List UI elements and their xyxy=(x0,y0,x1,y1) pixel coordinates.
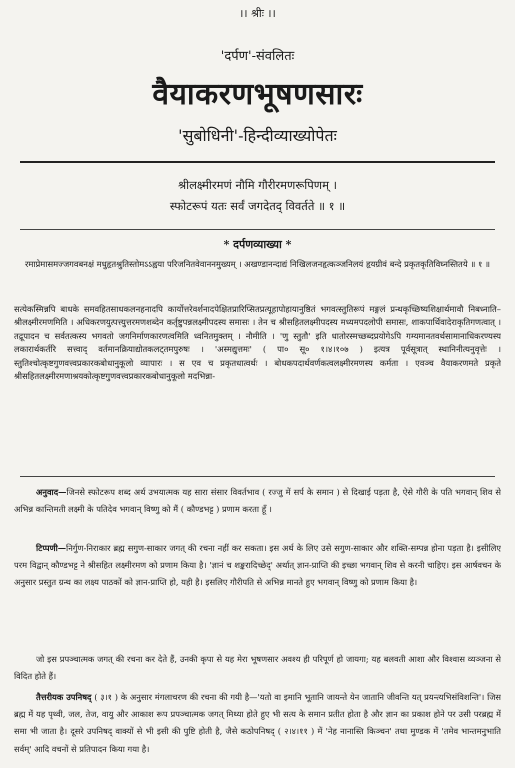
taittiriya-text: ( ३।१ ) के अनुसार मंगलाचरण की रचना की गयी है—'यतो वा इमानि भूतानि जायन्ते येन जातानि जीवन्ति यत् प्रयन्त्यभिसंविशन्ति'। जिस ब्रह्म में यह पृथ्वी, जल, तेज, वायु और आकाश रूप प्रपञ्चात्मक जगत् मिथ्या होते हुए भी सत्य के समान प्रतीत होता है और ज्ञान का प्रकाश होने पर उसी परब्रह्म में समा भी जाता है। दूसरे उपनिषद् वाक्यों से भी इसी की पुष्टि होती है, जैसे कठोपनिषद् ( २।४।११ ) में 'नेह नानास्ति किञ्चन' तथा मुण्डक में 'तमेव भान्तमनुभाति सर्वम्' आदि वचनों से प्रतिपादन किया गया है। xyxy=(14,692,501,754)
verse-rule xyxy=(20,229,495,230)
invocation-shri: ।। श्रीः ।। xyxy=(239,7,276,20)
book-title: वैयाकरणभूषणसारः xyxy=(152,77,363,112)
hindi-commentary-credit: 'सुबोधिनी'-हिन्दीव्याख्योपेतः xyxy=(178,126,337,145)
verse-line-2: स्फोटरूपं यतः सर्वं जगदेतद् विवर्तते ॥ १ ॥ xyxy=(169,199,346,213)
mangala-verse: रमाप्रेमासमज्जगवबनक्षं मधुहृतश्रुतिस्तोमऽऽह्वया परिजनितवेवाननमुख्यम् । अखण्डानन्दाद्यं निखिलजनहृत्कञ्जनिलयं हृयग्रीवं बन्दे प्रकृतकृतिविघ्नस्तितये ॥ १ ॥ xyxy=(24,259,491,269)
tippani-paragraph xyxy=(14,540,501,648)
anuvad-paragraph xyxy=(14,484,501,537)
sanskrit-commentary: सत्येकस्मिन्नपि बाधके समवहितसाधकलनहनादपि कार्योत्तरेवर्शनादपेक्षितप्रारिप्सितप्रत्यूहापोहायानुष्ठितं भगवत्स्तुतिरूपं मङ्गलं प्रन्थकृच्छिष्यशिक्षार्थमावौ निबध्नाति–श्रीलक्ष्मीरमणमिति । अधिकरणयुत्पत्त्युत्तरमणशब्देन कर्तृष्टुपन्नलक्ष्मीपदस्य समासः । तेन च श्रीसहितलक्ष्मीपदस्य मध्यमपदलोपी समासः, शाकपार्थिवादेराकृतिगणत्वात् । तद्रूपादन च सर्वतत्कस्य भगवतो जगनिर्माणकारणत्वमिति ध्वनितमुक्तम् । नौमीति । 'णु स्तुतौ' इति धातोरस्मच्छब्दप्रयोगेऽपि गम्यमानतवर्थसामानाधिकरण्यस्य लकारार्थकर्तरि सत्त्वाद् वर्तमानक्रियाद्योतकलट्तमपुरुषः । 'अस्मद्युत्तमः' ( पा० सू० १।४।१०७ ) इत्यत्र पूर्वसूत्रात् स्थानिनीत्यनुवृत्तेः । स्तुतिश्चोत्कृष्टगुणवत्त्वप्रकारकबोधानुकूलो व्यापारः । स एव च प्रकृतधात्वर्थः । बोधकपदार्थवर्णकत्वलक्ष्मीरमणस्य कर्मता । एवञ्च वैयाकरणमते प्रकृते श्रीसहितलक्ष्मीरमणाश्रयकोत्कृष्टगुणवत्त्वप्रकारकबोधानुकूलो मदभिन्ना- xyxy=(14,304,501,382)
commentary-rule xyxy=(20,476,495,477)
third-paragraph: जो इस प्रपञ्चात्मक जगत् की रचना कर देते हैं, उनकी कृपा से यह मेरा भूषणसार अवश्य ही परिपूर्ण हो जायगा; यह बलवती आशा और विश्वास व्यञ्जना से विदित होते हैं। xyxy=(14,654,501,682)
anuvad-label: अनुवाद— xyxy=(36,487,67,497)
tippani-label: टिप्पणी— xyxy=(36,543,67,553)
verse-line-1: श्रीलक्ष्मीरमणं नौमि गौरीरमणरूपिणम् । xyxy=(178,178,337,192)
anuvad-text: जिनसे स्फोटरूप शब्द अर्थ उभयात्मक यह सारा संसार विवर्तभाव ( रज्जु में सर्प के समान ) से दिखाई पड़ता है, ऐसे गौरी के पति भगवान् शिव से अभिन्न कान्तिमती लक्ष्मी के पतिदेव भगवान् विष्णु को मैं ( कौण्डभट्ट ) प्रणाम करता हूँ । xyxy=(14,487,501,515)
tippani-text: निर्गुण-निराकार ब्रह्म सगुण-साकार जगत् की रचना नहीं कर सकता। इस अर्थ के लिए उसे सगुण-साकार और शक्ति-सम्पन्न होना पड़ता है। इसीलिए परम विद्वान् कौण्डभट्ट ने श्रीसहित लक्ष्मीरमण को प्रणाम किया है। 'ज्ञानं च शङ्करादिच्छेद्' अर्थात् ज्ञान-प्राप्ति की इच्छा भगवान् शिव से करनी चाहिए। इस आर्षवचन के अनुसार प्रस्तुत ग्रन्थ का लक्ष्य पाठकों को ज्ञान-प्राप्ति हो, यही है। इसलिए गौरीपति से अभिन्न मानते हुए भगवान् विष्णु को प्रणाम किया है। xyxy=(14,543,501,588)
section-heading: * दर्पणव्याख्या * xyxy=(223,238,292,251)
taittiriya-paragraph xyxy=(14,689,501,765)
taittiriya-label: तैत्तरीयक उपनिषद् xyxy=(36,692,92,702)
header-rule xyxy=(20,161,495,163)
commentary-credit: 'दर्पण'-संवलितः xyxy=(220,49,295,64)
